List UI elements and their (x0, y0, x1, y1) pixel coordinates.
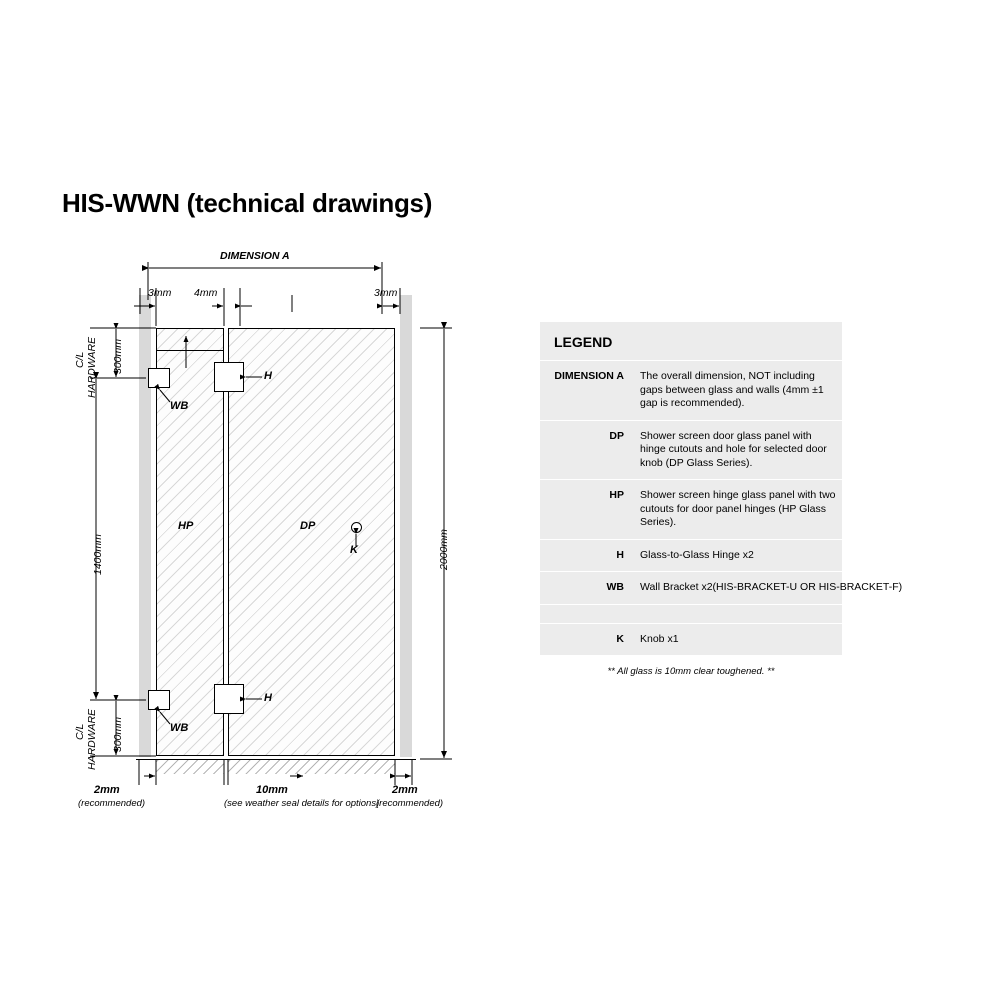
label-hp: HP (178, 520, 194, 532)
hardware-top-dim: 300mm (112, 338, 124, 374)
legend-value: Wall Bracket x2(HIS-BRACKET-U OR HIS-BRACKET-F) (640, 581, 903, 593)
floor-center-note: (see weather seal details for options) (224, 798, 380, 809)
legend-value-empty (632, 605, 842, 623)
technical-drawing (60, 240, 480, 840)
glass-panel-dp (228, 328, 395, 756)
legend-value: The overall dimension, NOT including gaps between glass and walls (4mm ±1 gap is recommended). (640, 370, 824, 409)
hardware-top-line2: HARDWARE (86, 336, 98, 398)
wall-bracket-top (148, 368, 170, 388)
panel-top-edge-line (156, 350, 224, 351)
legend-key: HP (609, 489, 624, 501)
floor-right-note: (recommended) (376, 798, 444, 809)
floor-right-gap: 2mm (392, 784, 418, 796)
legend-value: Knob x1 (640, 632, 679, 645)
legend-row-h (540, 540, 842, 573)
legend-row-dp (540, 421, 842, 481)
floor-hatch-right (228, 760, 395, 774)
wall-left (139, 295, 151, 757)
gap-left-wall-label: 3mm (148, 287, 172, 299)
legend-row-hp (540, 480, 842, 540)
legend-key: WB (606, 581, 624, 593)
legend-key: DP (609, 429, 624, 442)
label-hinge-top: H (264, 370, 272, 382)
dimension-a-label: DIMENSION A (220, 250, 290, 262)
hinge-top (214, 362, 244, 392)
label-dp: DP (300, 520, 316, 532)
label-knob: K (350, 544, 358, 556)
height-overall-label: 2000mm (438, 529, 450, 570)
wall-bracket-bottom (148, 690, 170, 710)
legend-footnote: ** All glass is 10mm clear toughened. ** (540, 656, 842, 685)
floor-left-gap: 2mm (94, 784, 120, 796)
gap-right-wall-label: 3mm (374, 287, 398, 299)
legend-title: LEGEND (540, 322, 842, 361)
hardware-bottom-line1: C/L (74, 723, 86, 740)
hinge-bottom (214, 684, 244, 714)
legend-value: Glass-to-Glass Hinge x2 (640, 548, 754, 561)
legend-row-wb (540, 572, 903, 605)
door-knob (351, 522, 362, 533)
legend-key: K (616, 632, 624, 645)
legend-key: H (616, 548, 624, 561)
legend-row-dimension-a (540, 361, 842, 421)
legend-key: DIMENSION A (554, 370, 624, 382)
hardware-top-line1: C/L (74, 351, 86, 368)
label-bracket-bottom: WB (170, 722, 189, 734)
floor-center-gap: 10mm (256, 784, 288, 796)
page-title: HIS-WWN (technical drawings) (62, 188, 433, 218)
legend-value: Shower screen hinge glass panel with two cutouts for door panel hinges (HP Glass Series). (640, 489, 836, 528)
legend-row-spacer (540, 605, 842, 624)
floor-hatch-left (156, 760, 224, 774)
floor-left-note: (recommended) (78, 798, 146, 809)
label-bracket-top: WB (170, 400, 189, 412)
legend-panel (540, 322, 903, 685)
legend-key-empty (540, 605, 632, 623)
legend-row-k (540, 624, 842, 657)
hardware-bottom-dim: 300mm (112, 716, 124, 752)
wall-right (400, 295, 412, 757)
hardware-bottom-line2: HARDWARE (86, 708, 98, 770)
legend-value: Shower screen door glass panel with hinge cutouts and hole for selected door knob (DP Glass Series). (640, 429, 827, 469)
label-hinge-bottom: H (264, 692, 272, 704)
gap-panels-label: 4mm (194, 287, 218, 299)
panel-height-mid-label: 1400mm (92, 534, 104, 575)
